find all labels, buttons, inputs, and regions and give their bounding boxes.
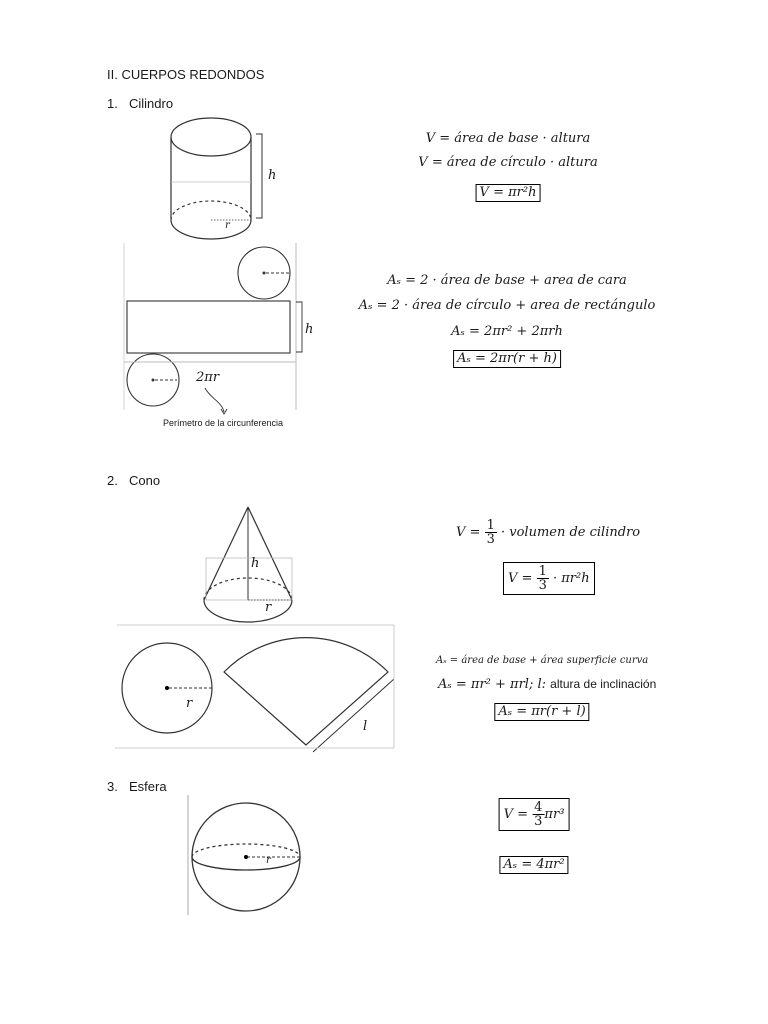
- fraction-numerator: 4: [534, 800, 543, 815]
- sphere-volume-boxed: [499, 798, 570, 831]
- net-note: Perímetro de la circunferencia: [163, 418, 284, 428]
- item-number: 1.: [107, 96, 118, 111]
- net-label-perimeter: 2πr: [196, 370, 220, 385]
- cone-label-r: r: [265, 600, 272, 615]
- fraction: [485, 519, 497, 546]
- sphere-figure: [188, 795, 300, 915]
- center-dot: [263, 272, 266, 275]
- cyl-area-line1: Aₛ = 2 · área de base + area de cara: [387, 273, 627, 288]
- fraction: [537, 565, 549, 592]
- cone-net: [115, 625, 394, 752]
- center-dot: [165, 686, 169, 690]
- cyl-area-boxed: Aₛ = 2πr(r + h): [453, 350, 561, 368]
- section-title: II. CUERPOS REDONDOS: [107, 67, 265, 82]
- formula-prefix: V =: [508, 571, 533, 586]
- fraction-numerator: 1: [538, 564, 547, 579]
- item-number: 3.: [107, 779, 118, 794]
- cyl-volume-line2: V = área de círculo · altura: [418, 155, 598, 170]
- cone-area-boxed: Aₛ = πr(r + l): [494, 703, 589, 721]
- formula-suffix: · πr²h: [552, 571, 590, 586]
- sphere-area-boxed: Aₛ = 4πr²: [499, 856, 568, 874]
- item-label: Cono: [129, 473, 161, 488]
- cone-volume-line: [456, 519, 640, 546]
- center-dot: [152, 379, 155, 382]
- fraction-denominator: 3: [534, 814, 543, 829]
- cyl-volume-line1: V = área de base · altura: [425, 131, 591, 146]
- cone-figure: [204, 507, 292, 622]
- cylinder-net: [124, 243, 302, 414]
- cylinder-label-h: h: [268, 168, 277, 183]
- net-label-h: h: [305, 322, 314, 337]
- fraction-denominator: 3: [486, 532, 495, 547]
- formula-prefix: V =: [456, 525, 481, 540]
- cylinder-label-r: r: [225, 220, 230, 231]
- cyl-volume-boxed: V = πr²h: [476, 184, 541, 202]
- formula-suffix: πr³: [544, 807, 565, 822]
- formula-text: Aₛ = πr² + πrl; l:: [438, 677, 547, 692]
- cone-area-line2: [438, 677, 656, 693]
- cylinder-figure: [171, 118, 262, 239]
- item-number: 2.: [107, 473, 118, 488]
- cone-label-h: h: [251, 556, 260, 571]
- center-dot: [244, 855, 248, 859]
- sphere-label-r: r: [266, 855, 271, 866]
- item-label: Esfera: [129, 779, 167, 794]
- cone-volume-boxed: [503, 562, 595, 595]
- fraction: [532, 801, 544, 828]
- formula-suffix: · volumen de cilindro: [500, 525, 641, 540]
- formula-prefix: V =: [503, 807, 529, 822]
- cyl-area-line3: Aₛ = 2πr² + 2πrh: [451, 324, 563, 339]
- fraction-denominator: 3: [538, 578, 547, 593]
- fraction-numerator: 1: [486, 518, 495, 533]
- cyl-area-line2: Aₛ = 2 · área de círculo + area de rectángulo: [358, 298, 656, 313]
- formula-note: altura de inclinación: [550, 677, 657, 691]
- cone-net-label-r: r: [186, 696, 193, 711]
- cone-area-line1: Aₛ = área de base + área superficie curva: [436, 655, 649, 666]
- item-label: Cilindro: [129, 96, 174, 111]
- cone-net-label-l: l: [363, 719, 368, 734]
